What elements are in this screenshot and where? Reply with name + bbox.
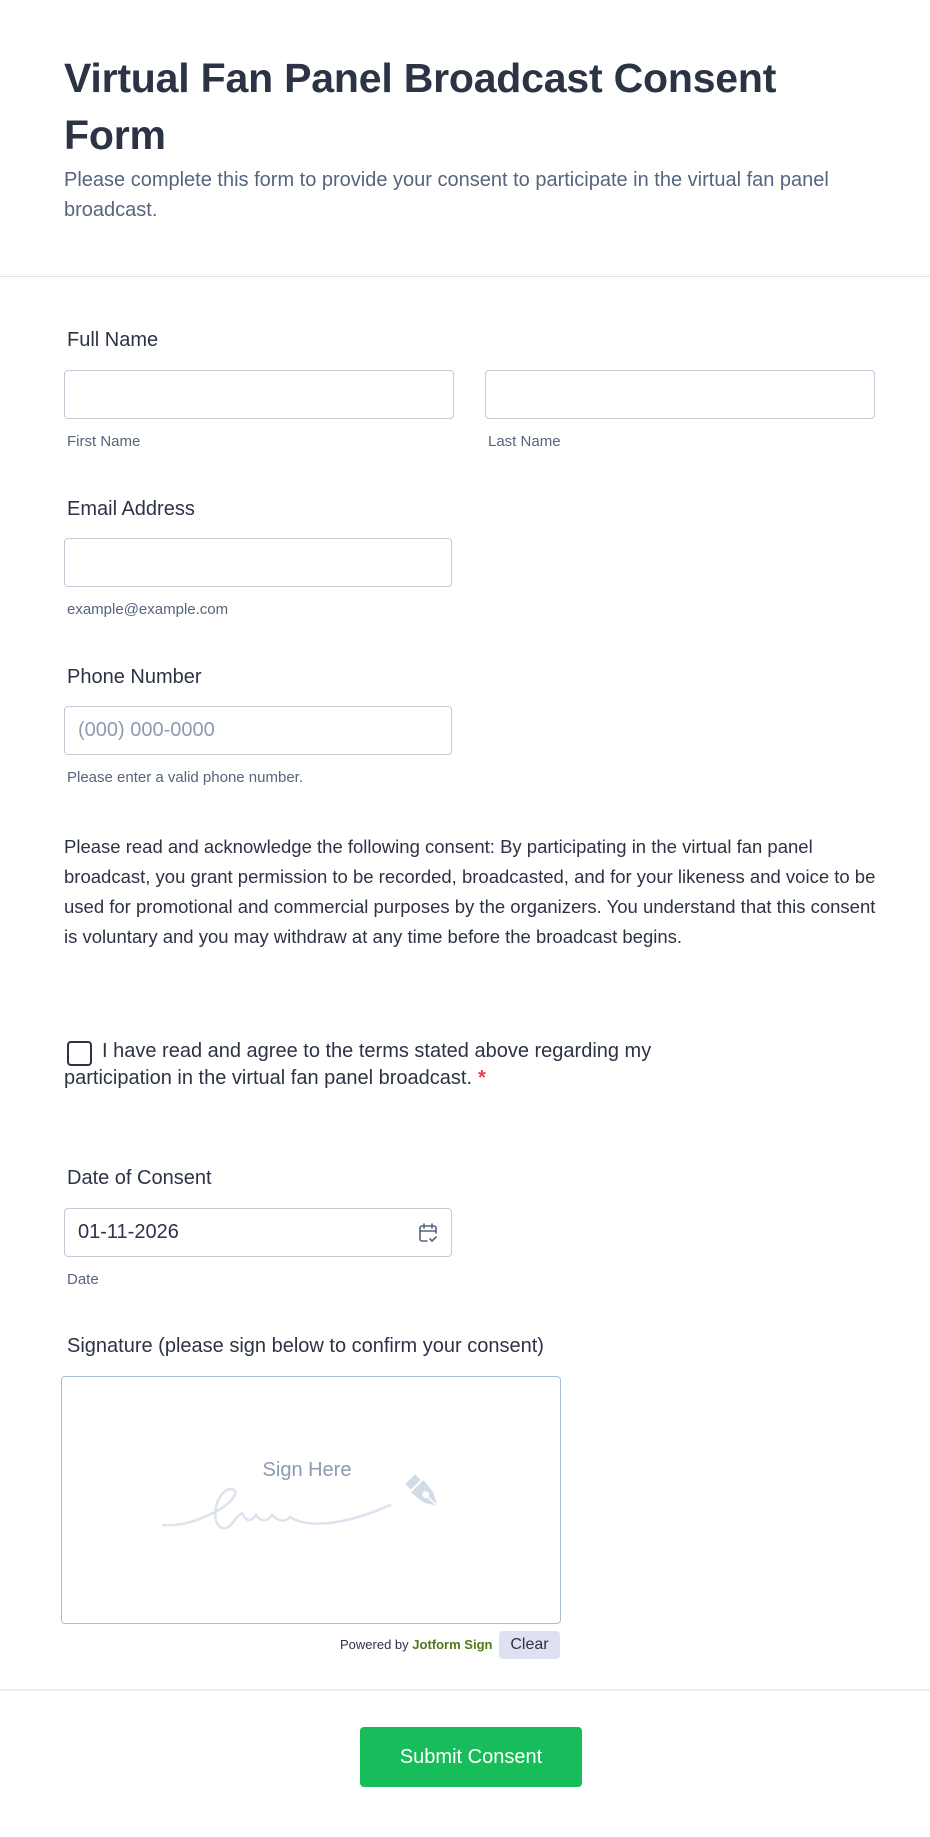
- phone-label: Phone Number: [67, 666, 202, 688]
- full-name-label: Full Name: [67, 329, 159, 351]
- date-input[interactable]: [64, 1208, 452, 1257]
- calendar-icon[interactable]: [417, 1222, 439, 1244]
- header-divider: [0, 276, 930, 277]
- clear-signature-button[interactable]: Clear: [499, 1631, 560, 1659]
- signature-label: Signature (please sign below to confirm your consent): [67, 1335, 544, 1357]
- email-sublabel: example@example.com: [67, 601, 229, 618]
- first-name-sublabel: First Name: [67, 433, 141, 450]
- last-name-input[interactable]: [485, 370, 875, 419]
- date-value: 01-11-2026: [78, 1221, 179, 1243]
- powered-by-prefix: Powered by: [340, 1637, 409, 1652]
- signature-pad[interactable]: [61, 1376, 561, 1624]
- required-asterisk: *: [478, 1067, 486, 1089]
- form-subtitle: Please complete this form to provide your consent to participate in the virtual fan panel broadcast.: [64, 169, 829, 221]
- phone-input[interactable]: [64, 706, 452, 755]
- phone-sublabel: Please enter a valid phone number.: [67, 769, 303, 786]
- email-input[interactable]: [64, 538, 452, 587]
- agreement-label-text: I have read and agree to the terms stated above regarding my participation in the virtual fan panel broadcast.: [64, 1040, 652, 1089]
- form-title: Virtual Fan Panel Broadcast Consent Form: [64, 55, 777, 158]
- consent-text: Please read and acknowledge the following consent: By participating in the virtual fan panel broadcast, you grant permission to be recorded, broadcasted, and for your likeness and voice to be used for promotional and commercial purposes by the organizers. You understand that this consent is voluntary and you may withdraw at any time before the broadcast begins.: [64, 836, 876, 947]
- submit-button[interactable]: Submit Consent: [360, 1727, 582, 1787]
- jotform-sign-link[interactable]: Jotform Sign: [412, 1637, 493, 1652]
- date-label: Date of Consent: [67, 1167, 212, 1189]
- footer-divider: [0, 1689, 930, 1691]
- first-name-input[interactable]: [64, 370, 454, 419]
- email-label: Email Address: [67, 498, 195, 520]
- powered-by-text: [340, 1637, 492, 1653]
- last-name-sublabel: Last Name: [488, 433, 561, 450]
- pen-nib-icon: [402, 1471, 448, 1517]
- agreement-label[interactable]: [64, 1038, 704, 1092]
- date-sublabel: Date: [67, 1271, 99, 1288]
- signature-placeholder: [162, 1459, 452, 1539]
- sign-here-text: Sign Here: [262, 1459, 352, 1481]
